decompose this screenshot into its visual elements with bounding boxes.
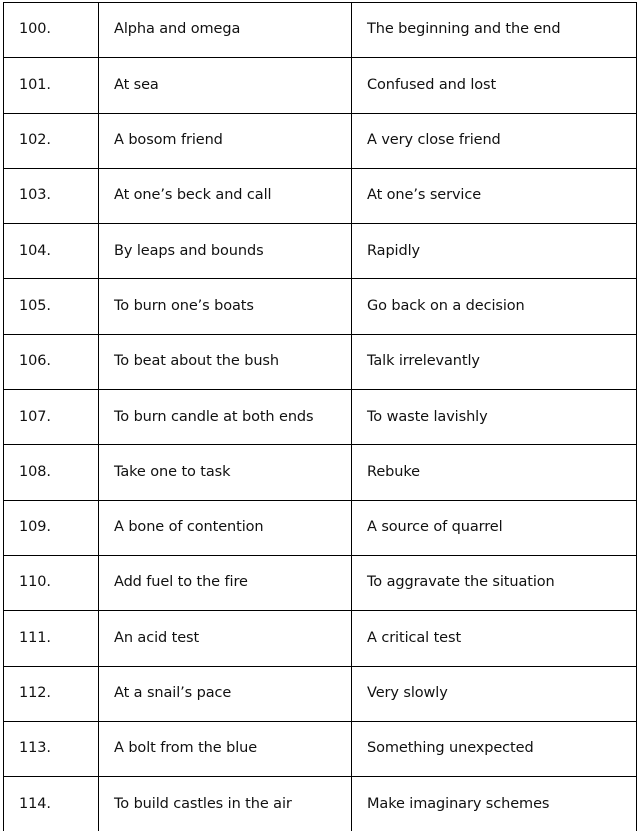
- row-number: 110.: [4, 555, 99, 610]
- table-row: [4, 445, 637, 500]
- row-number: 111.: [4, 611, 99, 666]
- row-number: 100.: [4, 3, 99, 58]
- meaning-cell: At one’s service: [352, 168, 637, 223]
- table-row: [4, 279, 637, 334]
- row-number: 102.: [4, 113, 99, 168]
- idiom-cell: Add fuel to the fire: [99, 555, 352, 610]
- meaning-cell: Very slowly: [352, 666, 637, 721]
- row-number: 109.: [4, 500, 99, 555]
- idioms-table: [3, 2, 637, 831]
- idioms-table-body: [4, 3, 637, 831]
- idiom-cell: Alpha and omega: [99, 3, 352, 58]
- table-row: [4, 777, 637, 831]
- table-row: [4, 555, 637, 610]
- idiom-cell: To burn candle at both ends: [99, 390, 352, 445]
- row-number: 107.: [4, 390, 99, 445]
- meaning-cell: A critical test: [352, 611, 637, 666]
- meaning-cell: Make imaginary schemes: [352, 777, 637, 831]
- row-number: 113.: [4, 721, 99, 776]
- table-row: [4, 500, 637, 555]
- row-number: 112.: [4, 666, 99, 721]
- idiom-cell: A bosom friend: [99, 113, 352, 168]
- table-row: [4, 390, 637, 445]
- idiom-cell: A bolt from the blue: [99, 721, 352, 776]
- idiom-cell: At sea: [99, 58, 352, 113]
- idiom-cell: At one’s beck and call: [99, 168, 352, 223]
- meaning-cell: Go back on a decision: [352, 279, 637, 334]
- table-row: [4, 113, 637, 168]
- meaning-cell: Talk irrelevantly: [352, 334, 637, 389]
- table-row: [4, 3, 637, 58]
- idiom-cell: Take one to task: [99, 445, 352, 500]
- meaning-cell: To aggravate the situation: [352, 555, 637, 610]
- table-row: [4, 721, 637, 776]
- idiom-cell: An acid test: [99, 611, 352, 666]
- idiom-cell: By leaps and bounds: [99, 224, 352, 279]
- row-number: 104.: [4, 224, 99, 279]
- row-number: 101.: [4, 58, 99, 113]
- meaning-cell: Confused and lost: [352, 58, 637, 113]
- table-row: [4, 611, 637, 666]
- meaning-cell: Rapidly: [352, 224, 637, 279]
- row-number: 108.: [4, 445, 99, 500]
- table-row: [4, 224, 637, 279]
- row-number: 114.: [4, 777, 99, 831]
- idiom-cell: To build castles in the air: [99, 777, 352, 831]
- meaning-cell: A source of quarrel: [352, 500, 637, 555]
- row-number: 106.: [4, 334, 99, 389]
- meaning-cell: The beginning and the end: [352, 3, 637, 58]
- meaning-cell: Something unexpected: [352, 721, 637, 776]
- idiom-cell: At a snail’s pace: [99, 666, 352, 721]
- idiom-cell: To burn one’s boats: [99, 279, 352, 334]
- table-row: [4, 168, 637, 223]
- idiom-cell: A bone of contention: [99, 500, 352, 555]
- row-number: 103.: [4, 168, 99, 223]
- meaning-cell: Rebuke: [352, 445, 637, 500]
- table-row: [4, 334, 637, 389]
- meaning-cell: To waste lavishly: [352, 390, 637, 445]
- row-number: 105.: [4, 279, 99, 334]
- meaning-cell: A very close friend: [352, 113, 637, 168]
- idiom-cell: To beat about the bush: [99, 334, 352, 389]
- table-row: [4, 666, 637, 721]
- table-row: [4, 58, 637, 113]
